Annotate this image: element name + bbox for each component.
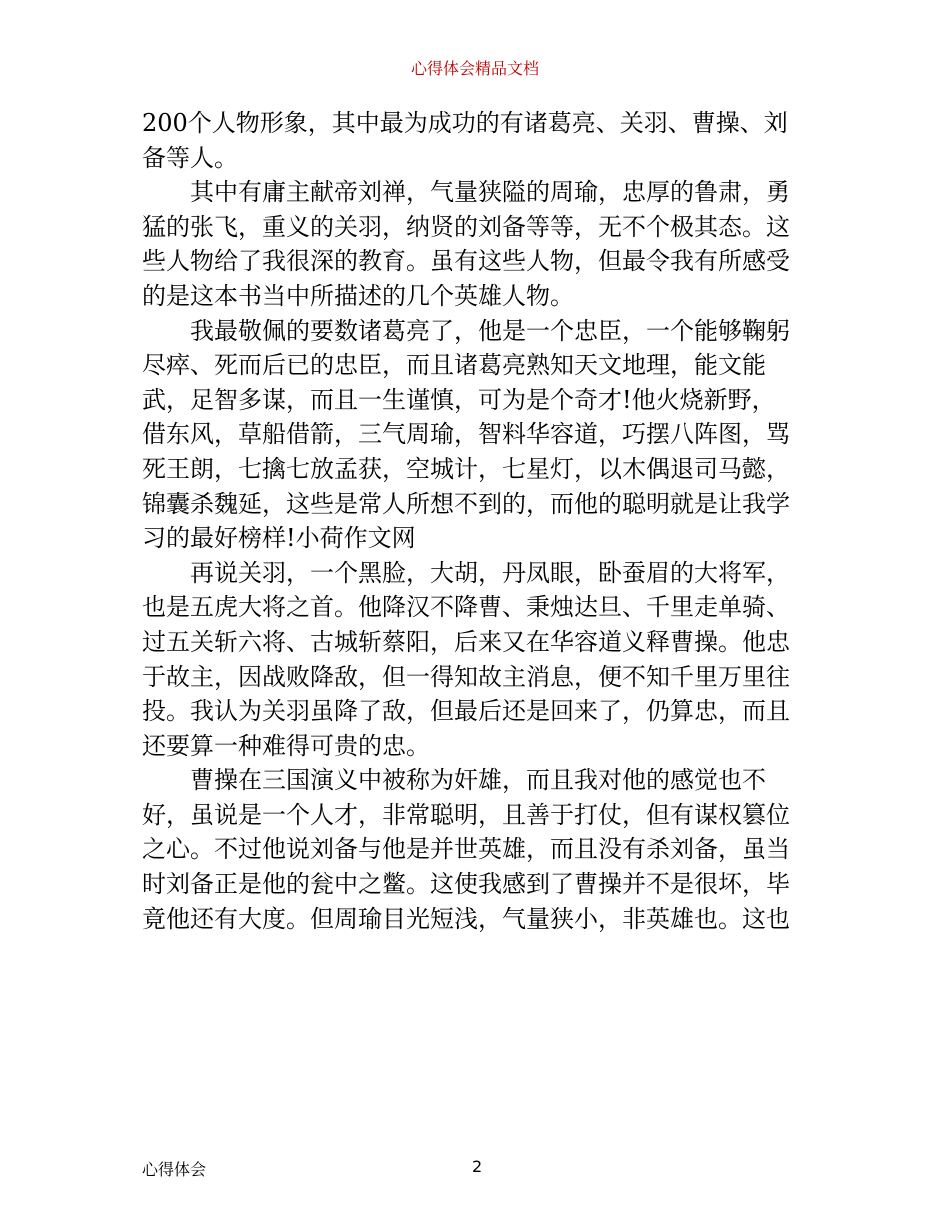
text-line: 200个人物形象，其中最为成功的有诸葛亮、关羽、曹操、刘 bbox=[142, 109, 788, 137]
text-line: 投。我认为关羽虽降了敌，但最后还是回来了，仍算忠，而且 bbox=[142, 697, 790, 726]
page-header-title: 心得体会精品文档 bbox=[410, 59, 539, 78]
text-line: 过五关斩六将、古城斩蔡阳，后来又在华容道义释曹操。他忠 bbox=[142, 627, 790, 656]
text-line: 时刘备正是他的瓮中之鳖。这使我感到了曹操并不是很坏，毕 bbox=[142, 870, 790, 899]
text-line: 尽瘁、死而后已的忠臣，而且诸葛亮熟知天文地理，能文能 bbox=[142, 351, 766, 380]
page-number: 2 bbox=[472, 1157, 483, 1176]
footer-label: 心得体会 bbox=[142, 1160, 207, 1179]
paragraph-start-line: 曹操在三国演义中被称为奸雄，而且我对他的感觉也不 bbox=[190, 766, 766, 795]
paragraph-start-line: 我最敬佩的要数诸葛亮了，他是一个忠臣，一个能够鞠躬 bbox=[190, 316, 790, 345]
text-line: 习的最好榜样!小荷作文网 bbox=[142, 524, 416, 553]
text-line: 备等人。 bbox=[142, 143, 238, 172]
paragraph-start-line: 其中有庸主献帝刘禅，气量狭隘的周瑜，忠厚的鲁肃，勇 bbox=[190, 178, 790, 207]
document-body bbox=[142, 106, 814, 936]
text-line: 之心。不过他说刘备与他是并世英雄，而且没有杀刘备，虽当 bbox=[142, 835, 790, 864]
text-line: 于故主，因战败降敌，但一得知故主消息，便不知千里万里往 bbox=[142, 662, 790, 691]
text-line: 借东风，草船借箭，三气周瑜，智料华容道，巧摆八阵图，骂 bbox=[142, 420, 790, 449]
text-line: 死王朗，七擒七放孟获，空城计，七星灯，以木偶退司马懿， bbox=[142, 454, 790, 483]
text-line: 武，足智多谋，而且一生谨慎，可为是个奇才!他火烧新野， bbox=[142, 385, 776, 414]
text-line: 的是这本书当中所描述的几个英雄人物。 bbox=[142, 281, 574, 310]
text-line: 锦囊杀魏延，这些是常人所想不到的，而他的聪明就是让我学 bbox=[142, 489, 790, 518]
text-line: 还要算一种难得可贵的忠。 bbox=[142, 731, 430, 760]
text-line: 竟他还有大度。但周瑜目光短浅，气量狭小，非英雄也。这也 bbox=[142, 904, 790, 933]
paragraph-start-line: 再说关羽，一个黑脸，大胡，丹凤眼，卧蚕眉的大将军， bbox=[190, 558, 790, 587]
text-line: 猛的张飞，重义的关羽，纳贤的刘备等等，无不个极其态。这 bbox=[142, 212, 790, 241]
text-line: 也是五虎大将之首。他降汉不降曹、秉烛达旦、千里走单骑、 bbox=[142, 593, 790, 622]
text-line: 些人物给了我很深的教育。虽有这些人物，但最令我有所感受 bbox=[142, 247, 790, 276]
text-line: 好，虽说是一个人才，非常聪明，且善于打仗，但有谋权篡位 bbox=[142, 800, 790, 829]
